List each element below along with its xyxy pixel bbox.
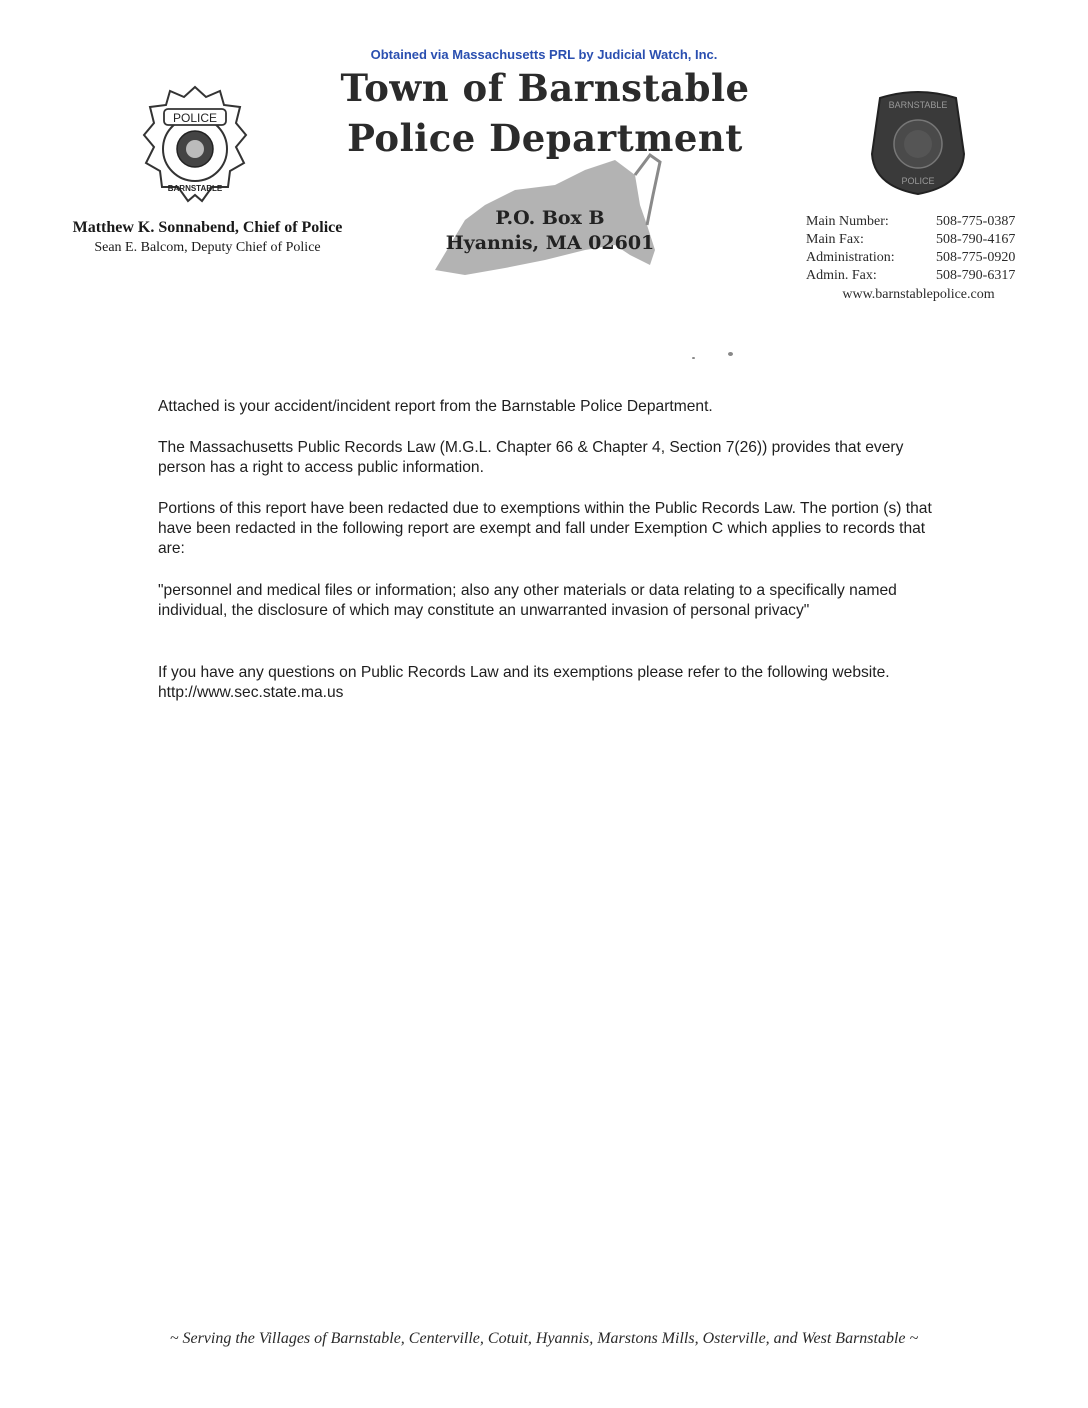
contact-row [806, 231, 1031, 249]
contact-label: Admin. Fax: [806, 268, 877, 283]
badge-left-bottom-text: BARNSTABLE [167, 184, 223, 193]
contact-value: 508-790-6317 [936, 268, 1016, 283]
police-badge-left-icon [140, 83, 250, 213]
body-paragraph-4: "personnel and medical files or information; also any other materials or data relating to a specifically named individual, the disclosure of which may constitute an unwarranted invasion of personal privacy" [158, 582, 897, 619]
contact-value: 508-775-0920 [936, 250, 1016, 265]
footer-villages: ~ Serving the Villages of Barnstable, Centerville, Cotuit, Hyannis, Marstons Mills, Osterville, and West Barnstable ~ [169, 1330, 919, 1347]
contact-label: Administration: [806, 250, 895, 265]
body-paragraph-2: The Massachusetts Public Records Law (M.G.L. Chapter 66 & Chapter 4, Section 7(26)) provides that every person has a right to access public information. [158, 439, 904, 476]
chief-of-police: Matthew K. Sonnabend, Chief of Police [72, 219, 343, 236]
body-paragraph-1: Attached is your accident/incident report from the Barnstable Police Department. [158, 398, 713, 415]
body-paragraph-3: Portions of this report have been redacted due to exemptions within the Public Records Law. The portion (s) that have been redacted in the following report are exempt and fall under Exemption C which applies to records that are: [158, 500, 932, 557]
contact-row [806, 267, 1031, 285]
contact-list [806, 213, 1031, 285]
badge-right-bottom-text: POLICE [901, 176, 935, 186]
city-zip: Hyannis, MA 02601 [445, 232, 655, 254]
police-patch-right-icon [868, 90, 968, 196]
deputy-chief: Sean E. Balcom, Deputy Chief of Police [94, 240, 321, 255]
town-title: Town of Barnstable [340, 66, 750, 110]
contact-value: 508-790-4167 [936, 232, 1016, 247]
badge-left-top-text: POLICE [172, 111, 218, 125]
contact-label: Main Number: [806, 214, 889, 229]
body-paragraph-5: If you have any questions on Public Records Law and its exemptions please refer to the following website. http://www.sec.state.ma.us [158, 664, 890, 701]
website-link[interactable]: www.barnstablepolice.com [842, 287, 995, 302]
department-title: Police Department [347, 116, 743, 160]
contact-value: 508-775-0387 [936, 214, 1016, 229]
po-box: P.O. Box B [495, 207, 605, 229]
badge-right-top-text: BARNSTABLE [888, 100, 948, 110]
contact-label: Main Fax: [806, 232, 864, 247]
obtained-banner: Obtained via Massachusetts PRL by Judicial Watch, Inc. [370, 47, 718, 62]
scan-speck [728, 352, 733, 356]
scan-speck [692, 357, 695, 359]
contact-row [806, 213, 1031, 231]
contact-row [806, 249, 1031, 267]
